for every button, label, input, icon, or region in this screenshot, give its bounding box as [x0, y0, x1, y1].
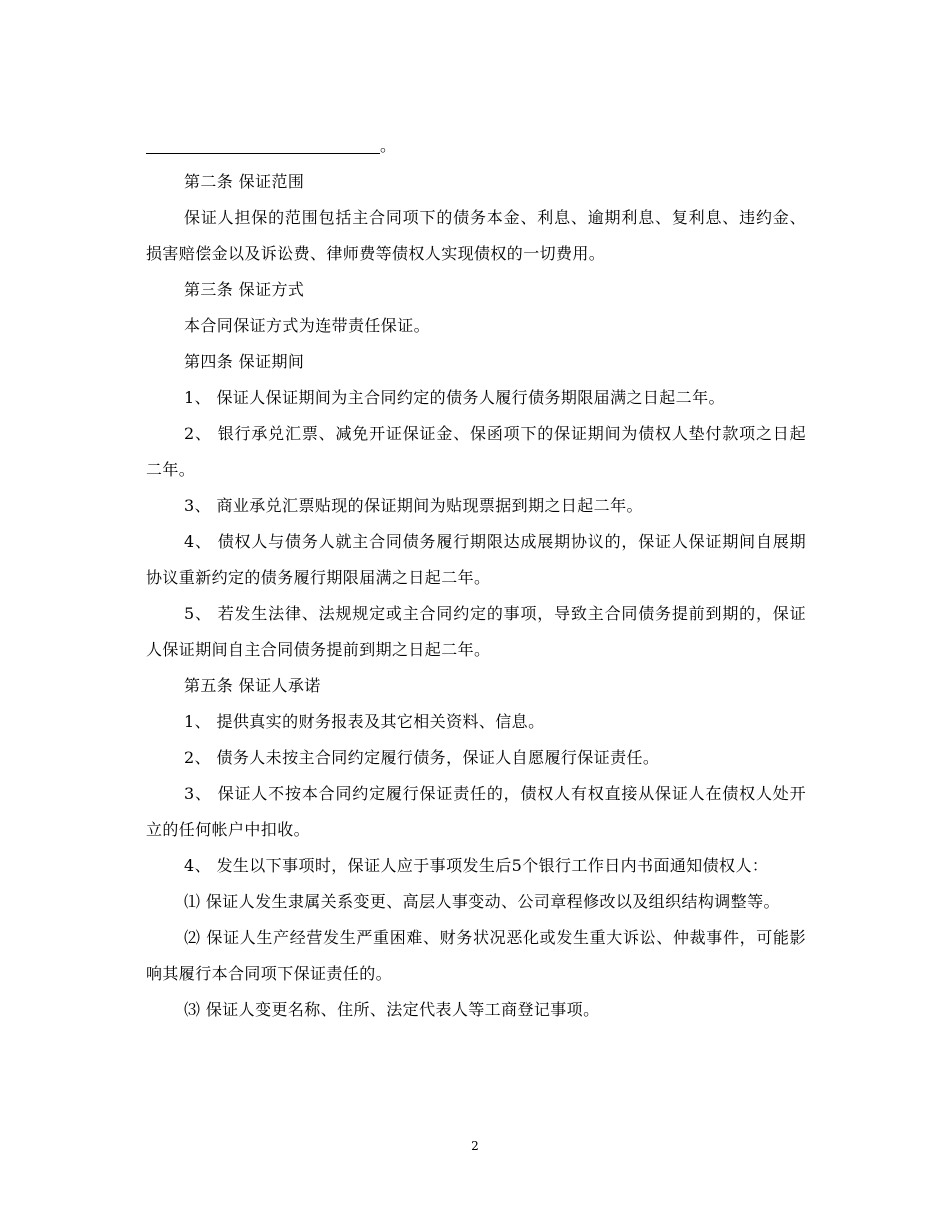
fill-in-blank-line	[146, 128, 806, 164]
document-body	[146, 128, 806, 1028]
paragraph: 保证人担保的范围包括主合同项下的债务本金、利息、逾期利息、复利息、违约金、损害赔偿金以及诉讼费、律师费等债权人实现债权的一切费用。	[146, 208, 806, 263]
paragraph: 2、 银行承兑汇票、减免开证保证金、保函项下的保证期间为债权人垫付款项之日起二年。	[146, 424, 806, 479]
paragraph: 第三条 保证方式	[184, 280, 305, 299]
paragraph: 第四条 保证期间	[184, 352, 305, 371]
paragraph: 3、 保证人不按本合同约定履行保证责任的，债权人有权直接从保证人在债权人处开立的任何帐户中扣收。	[146, 784, 806, 839]
paragraph: 2、 债务人未按主合同约定履行债务，保证人自愿履行保证责任。	[184, 748, 660, 767]
paragraph: 4、 发生以下事项时，保证人应于事项发生后5个银行工作日内书面通知债权人：	[184, 856, 769, 875]
page-number: 2	[471, 1139, 479, 1153]
blank-underline[interactable]	[146, 153, 380, 154]
paragraph: 本合同保证方式为连带责任保证。	[184, 316, 431, 335]
paragraph-list	[146, 164, 806, 1028]
paragraph: ⑶ 保证人变更名称、住所、法定代表人等工商登记事项。	[184, 1000, 600, 1019]
paragraph: ⑵ 保证人生产经营发生严重困难、财务状况恶化或发生重大诉讼、仲裁事件，可能影响其履行本合同项下保证责任的。	[146, 928, 806, 983]
paragraph: 1、 提供真实的财务报表及其它相关资料、信息。	[184, 712, 545, 731]
paragraph: 1、 保证人保证期间为主合同约定的债务人履行债务期限届满之日起二年。	[184, 388, 725, 407]
paragraph: 3、 商业承兑汇票贴现的保证期间为贴现票据到期之日起二年。	[184, 496, 643, 515]
paragraph: ⑴ 保证人发生隶属关系变更、高层人事变动、公司章程修改以及组织结构调整等。	[184, 892, 780, 911]
paragraph: 第五条 保证人承诺	[184, 676, 321, 695]
blank-line-period: 。	[380, 136, 397, 155]
paragraph: 5、 若发生法律、法规规定或主合同约定的事项，导致主合同债务提前到期的，保证人保证期间自主合同债务提前到期之日起二年。	[146, 604, 806, 659]
paragraph: 4、 债权人与债务人就主合同债务履行期限达成展期协议的，保证人保证期间自展期协议重新约定的债务履行期限届满之日起二年。	[146, 532, 806, 587]
paragraph: 第二条 保证范围	[184, 172, 305, 191]
